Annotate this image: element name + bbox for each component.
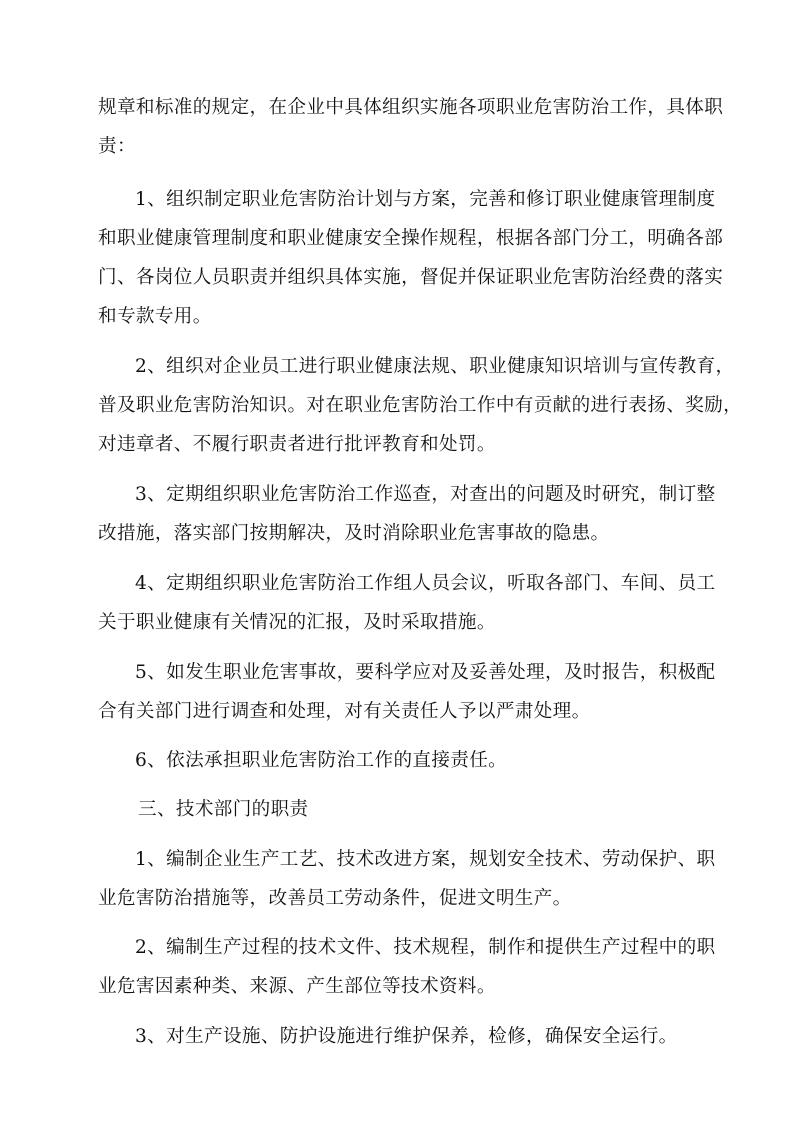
item-1-line-3: 门、各岗位人员职责并组织具体实施，督促并保证职业危害防治经费的落实 xyxy=(98,267,724,288)
item-1-line-2: 和职业健康管理制度和职业健康安全操作规程，根据各部门分工，明确各部 xyxy=(98,228,724,249)
tech-item-2-line-1: 2、编制生产过程的技术文件、技术规程，制作和提供生产过程中的职 xyxy=(135,937,716,958)
item-2-line-1: 2、组织对企业员工进行职业健康法规、职业健康知识培训与宣传教育， xyxy=(135,356,735,377)
intro-line-1: 规章和标准的规定，在企业中具体组织实施各项职业危害防治工作，具体职 xyxy=(98,97,724,118)
item-4-line-2: 关于职业健康有关情况的汇报，及时采取措施。 xyxy=(98,612,496,633)
tech-item-1-line-2: 业危害防治措施等，改善员工劳动条件，促进文明生产。 xyxy=(98,888,572,909)
item-1-line-1: 1、组织制定职业危害防治计划与方案，完善和修订职业健康管理制度 xyxy=(135,189,716,210)
item-3-line-2: 改措施，落实部门按期解决，及时消除职业危害事故的隐患。 xyxy=(98,523,610,544)
item-2-line-2: 普及职业危害防治知识。对在职业危害防治工作中有贡献的进行表扬、奖励， xyxy=(98,395,743,416)
intro-line-2: 责： xyxy=(98,136,136,157)
item-6-line-1: 6、依法承担职业危害防治工作的直接责任。 xyxy=(135,750,508,771)
item-5-line-1: 5、如发生职业危害事故，要科学应对及妥善处理，及时报告，积极配 xyxy=(135,662,716,683)
item-1-line-4: 和专款专用。 xyxy=(98,306,212,327)
section-3-heading: 三、技术部门的职责 xyxy=(138,799,309,820)
tech-item-1-line-1: 1、编制企业生产工艺、技术改进方案，规划安全技术、劳动保护、职 xyxy=(135,849,716,870)
item-5-line-2: 合有关部门进行调查和处理，对有关责任人予以严肃处理。 xyxy=(98,701,591,722)
tech-item-2-line-2: 业危害因素种类、来源、产生部位等技术资料。 xyxy=(98,976,496,997)
item-4-line-1: 4、定期组织职业危害防治工作组人员会议，听取各部门、车间、员工 xyxy=(135,573,716,594)
item-3-line-1: 3、定期组织职业危害防治工作巡查，对查出的问题及时研究，制订整 xyxy=(135,484,716,505)
item-2-line-3: 对违章者、不履行职责者进行批评教育和处罚。 xyxy=(98,434,496,455)
tech-item-3-line-1: 3、对生产设施、防护设施进行维护保养，检修，确保安全运行。 xyxy=(135,1026,678,1047)
